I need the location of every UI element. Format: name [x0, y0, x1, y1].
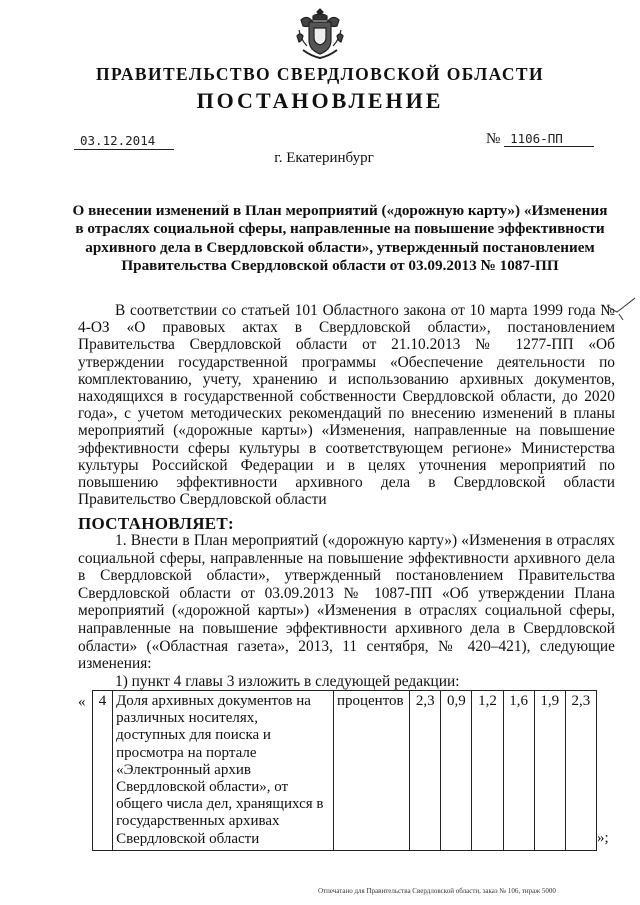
- preamble: [78, 302, 615, 508]
- decree-word: ПОСТАНОВЛЯЕТ:: [78, 514, 235, 533]
- coat-of-arms-emblem: [293, 6, 347, 62]
- plan-table: [92, 690, 597, 851]
- row-number: 4: [93, 691, 113, 851]
- number-sign: №: [486, 131, 501, 147]
- government-title: ПРАВИТЕЛЬСТВО СВЕРДЛОВСКОЙ ОБЛАСТИ: [96, 64, 544, 84]
- value-cell: 2,3: [565, 691, 596, 851]
- number-value: 1106-ПП: [504, 131, 594, 147]
- value-cell: 1,6: [503, 691, 534, 851]
- subitem-1: 1) пункт 4 главы 3 изложить в следующей редакции:: [115, 673, 460, 690]
- preamble-paragraph: В соответствии со статьей 101 Областного закона от 10 марта 1999 года № 4-ОЗ «О правовых актах в Свердловской области», постановлением Правительства Свердловской области от 21.10.2013 № 1277-ПП «Об утверждении государственной программы «Обеспечение деятельности по комплектованию, учету, хранению и использованию архивных документов, находящихся в государственной собственности Свердловской области, до 2020 года», с учетом методических рекомендаций по внесению изменений в планы мероприятий («дорожные карты») «Изменения, направленные на повышение эффективности сферы культуры в соответствующем регионе» Министерства культуры Российской Федерации и в целях уточнения мероприятий по повышению эффективности архивного дела в Свердловской области Правительство Свердловской области: [78, 302, 615, 509]
- value-cell: 2,3: [410, 691, 441, 851]
- table-open-quote: «: [78, 694, 86, 710]
- document-heading: О внесении изменений в План мероприятий («дорожную карту») «Изменения в отраслях социальной сферы, направленные на повышение эффективности архивного дела в Свердловской области», утвержденный постановлением Правительства Свердловской области от 03.09.2013 № 1087-ПП: [72, 202, 608, 274]
- print-footer: Отпечатано для Правительства Свердловской области, заказ № 106, тираж 5000: [318, 887, 556, 895]
- value-cell: 1,9: [534, 691, 565, 851]
- city: г. Екатеринбург: [274, 150, 374, 166]
- document-number: [486, 131, 594, 148]
- table-close-quote: »;: [597, 830, 609, 846]
- unit-cell: процентов: [333, 691, 409, 851]
- value-cell: 1,2: [472, 691, 503, 851]
- table-row: [93, 691, 597, 851]
- document-date: 03.12.2014: [74, 133, 174, 150]
- document-type: ПОСТАНОВЛЕНИЕ: [196, 88, 444, 113]
- item-1: 1. Внести в План мероприятий («дорожную карту») «Изменения в отраслях социальной сферы, направленные на повышение эффективности архивного дела в Свердловской области», утвержденный постановлением Правительства Свердловской области от 03.09.2013 № 1087-ПП «Об утверждении Плана мероприятий («дорожной карты») «Изменения в отраслях социальной сферы, направленные на повышение эффективности архивного дела в Свердловской области» («Областная газета», 2013, 11 сентября, № 420–421), следующие изменения:: [78, 532, 615, 673]
- indicator-name: Доля архивных документов на различных носителях, доступных для поиска и просмотра на портале «Электронный архив Свердловской области», от общего числа дел, хранящихся в государственных архивах Свердловской области: [113, 691, 334, 851]
- value-cell: 0,9: [441, 691, 472, 851]
